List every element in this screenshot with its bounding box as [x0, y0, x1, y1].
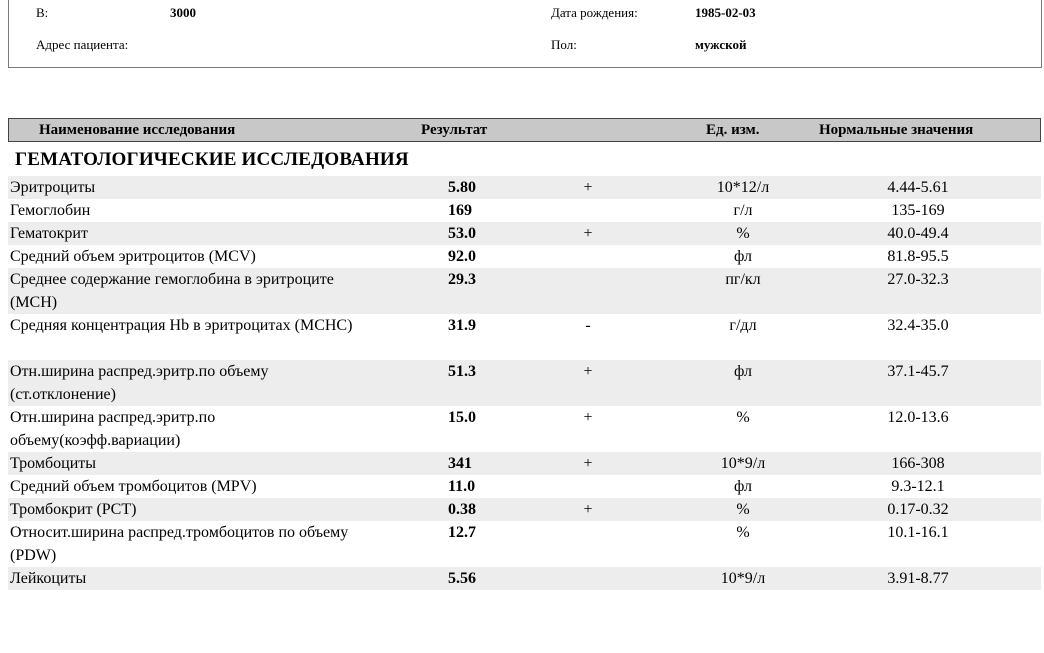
cell-unit: фл — [734, 478, 752, 495]
results-table-body — [8, 176, 1041, 590]
cell-normal: 27.0-32.3 — [887, 271, 949, 288]
cell-name: Средняя концентрация Hb в эритроцитах (MCHC) — [10, 317, 353, 334]
patient-id-value: 3000 — [170, 5, 196, 20]
cell-name: Относит.ширина распред.тромбоцитов по объему (PDW) — [10, 524, 349, 564]
table-row — [8, 222, 1041, 245]
cell-name: Средний объем тромбоцитов (MPV) — [10, 478, 257, 495]
sex-value: мужской — [695, 37, 747, 52]
cell-result: 169 — [448, 202, 472, 219]
cell-normal: 37.1-45.7 — [887, 363, 949, 380]
cell-name: Эритроциты — [10, 179, 96, 196]
cell-normal: 0.17-0.32 — [887, 501, 949, 518]
cell-normal: 166-308 — [891, 455, 945, 472]
birth-date-value: 1985-02-03 — [695, 5, 756, 20]
cell-normal: 10.1-16.1 — [887, 524, 949, 541]
cell-flag: + — [583, 409, 593, 426]
cell-unit: % — [736, 225, 750, 242]
cell-normal: 12.0-13.6 — [887, 409, 949, 426]
table-row — [8, 567, 1041, 590]
table-row — [8, 498, 1041, 521]
cell-result: 51.3 — [448, 363, 476, 380]
table-row — [8, 521, 1041, 567]
cell-flag: + — [583, 179, 593, 196]
cell-normal: 40.0-49.4 — [887, 225, 949, 242]
cell-name: Лейкоциты — [10, 570, 87, 587]
cell-name: Отн.ширина распред.эритр.по объему(коэфф.вариации) — [10, 409, 216, 449]
cell-normal: 9.3-12.1 — [891, 478, 945, 495]
birth-date-label: Дата рождения: — [551, 5, 638, 20]
cell-result: 5.56 — [448, 570, 476, 587]
cell-result: 12.7 — [448, 524, 476, 541]
cell-flag: + — [583, 501, 593, 518]
cell-unit: фл — [734, 363, 752, 380]
header-name: Наименование исследования — [39, 122, 236, 138]
cell-unit: пг/кл — [725, 271, 761, 288]
section-title: ГЕМАТОЛОГИЧЕСКИЕ ИССЛЕДОВАНИЯ — [15, 149, 409, 170]
cell-unit: 10*9/л — [720, 570, 766, 587]
results-table-header — [8, 118, 1041, 142]
table-row — [8, 245, 1041, 268]
cell-name: Отн.ширина распред.эритр.по объему (ст.отклонение) — [10, 363, 269, 403]
table-row — [8, 475, 1041, 498]
table-row — [8, 199, 1041, 222]
cell-name: Средний объем эритроцитов (MCV) — [10, 248, 256, 265]
table-row — [8, 268, 1041, 314]
cell-unit: % — [736, 409, 750, 426]
cell-result: 92.0 — [448, 248, 476, 265]
patient-info-box — [8, 0, 1042, 68]
cell-name: Гематокрит — [10, 225, 88, 242]
table-row — [8, 314, 1041, 360]
cell-normal: 32.4-35.0 — [887, 317, 949, 334]
cell-normal: 3.91-8.77 — [887, 570, 949, 587]
cell-unit: фл — [734, 248, 752, 265]
cell-flag: + — [583, 455, 593, 472]
cell-name: Тромбоциты — [10, 455, 96, 472]
cell-name: Тромбокрит (PCT) — [10, 501, 137, 518]
table-row — [8, 406, 1041, 452]
table-row — [8, 176, 1041, 199]
cell-result: 341 — [448, 455, 472, 472]
cell-flag: - — [585, 317, 591, 334]
cell-unit: 10*12/л — [716, 179, 770, 196]
cell-name: Гемоглобин — [10, 202, 91, 219]
header-result: Результат — [421, 122, 488, 138]
cell-unit: 10*9/л — [720, 455, 766, 472]
cell-normal: 4.44-5.61 — [887, 179, 949, 196]
cell-flag: + — [583, 363, 593, 380]
table-row — [8, 360, 1041, 406]
cell-unit: % — [736, 524, 750, 541]
cell-result: 29.3 — [448, 271, 476, 288]
cell-flag: + — [583, 225, 593, 242]
header-unit: Ед. изм. — [706, 122, 760, 138]
patient-address-label: Адрес пациента: — [36, 37, 129, 52]
cell-normal: 135-169 — [891, 202, 945, 219]
sex-label: Пол: — [551, 37, 577, 52]
cell-result: 31.9 — [448, 317, 476, 334]
cell-unit: % — [736, 501, 750, 518]
cell-result: 5.80 — [448, 179, 476, 196]
cell-name: Среднее содержание гемоглобина в эритроците (MCH) — [10, 271, 334, 311]
cell-result: 15.0 — [448, 409, 476, 426]
patient-id-label: В: — [36, 5, 49, 20]
cell-result: 11.0 — [448, 478, 476, 495]
cell-result: 53.0 — [448, 225, 476, 242]
table-row — [8, 452, 1041, 475]
cell-unit: г/дл — [729, 317, 757, 334]
cell-result: 0.38 — [448, 501, 476, 518]
cell-normal: 81.8-95.5 — [887, 248, 949, 265]
cell-unit: г/л — [733, 202, 753, 219]
header-normal: Нормальные значения — [819, 122, 974, 138]
